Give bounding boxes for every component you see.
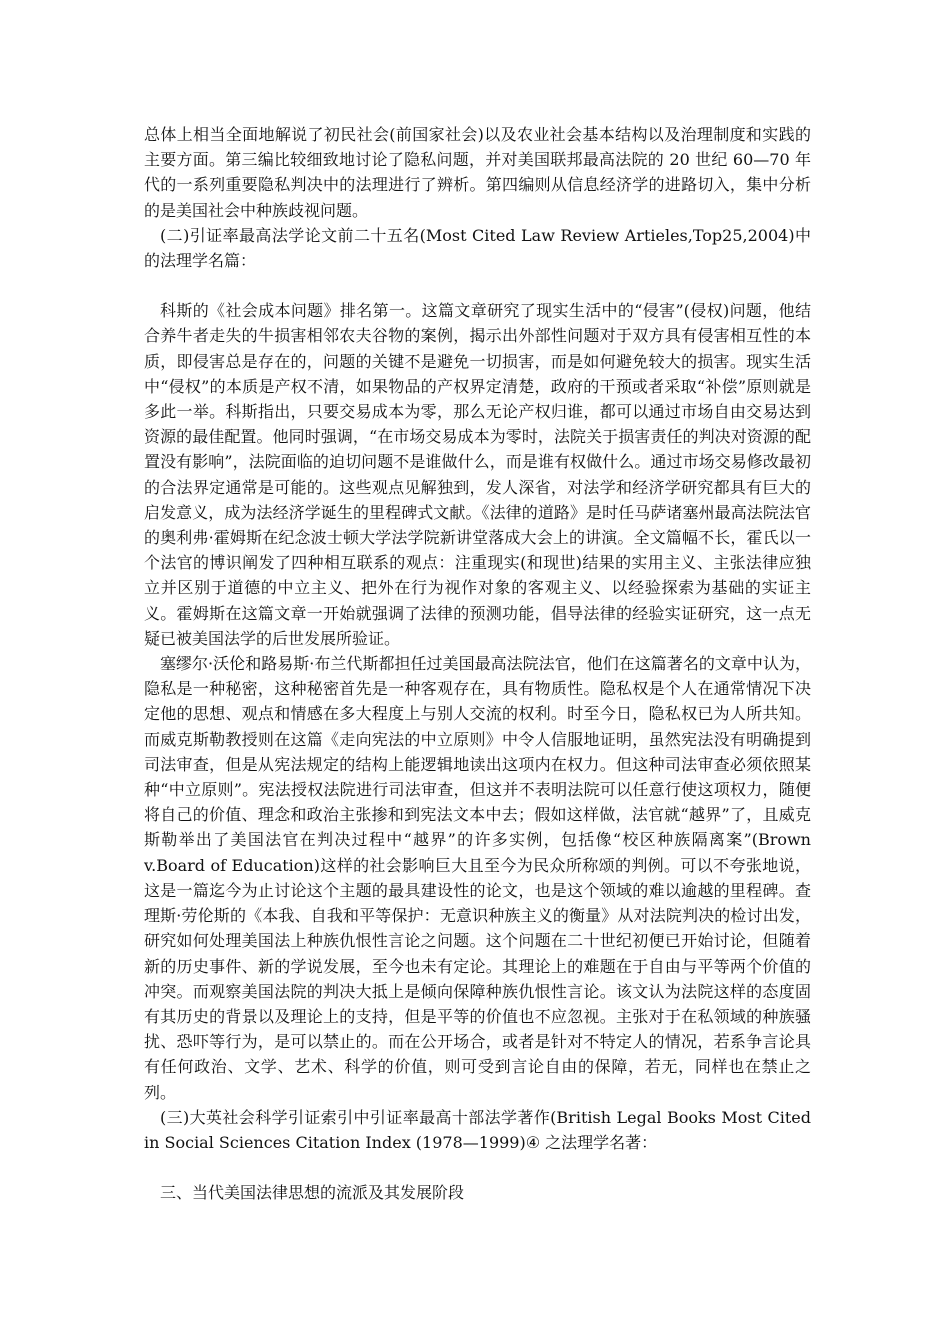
paragraph-coase-holmes: 科斯的《社会成本问题》排名第一。这篇文章研究了现实生活中的“侵害”(侵权)问题，他结合养牛者走失的牛损害相邻农夫谷物的案例，揭示出外部性问题对于双方具有侵害相互性的本质，即侵害总是存在的，问题的关键不是避免一切损害，而是如何避免较大的损害。现实生活中“侵权”的本质是产权不清，如果物品的产权界定清楚，政府的干预或者采取“补偿”原则就是多此一举。科斯指出，只要交易成本为零，那么无论产权归谁，都可以通过市场自由交易达到资源的最佳配置。他同时强调，“在市场交易成本为零时，法院关于损害责任的判决对资源的配置没有影响”，法院面临的迫切问题不是谁做什么，而是谁有权做什么。通过市场交易修改最初的合法界定通常是可能的。这些观点见解独到，发人深省，对法学和经济学研究都具有巨大的启发意义，成为法经济学诞生的里程碑式文献。《法律的道路》是时任马萨诸塞州最高法院法官的奥利弗·霍姆斯在纪念波士顿大学法学院新讲堂落成大会上的讲演。全文篇幅不长，霍氏以一个法官的博识阐发了四种相互联系的观点：注重现实(和现世)结果的实用主义、主张法律应独立并区别于道德的中立主义、把外在行为视作对象的客观主义、以经验探索为基础的实证主义。霍姆斯在这篇文章一开始就强调了法律的预测功能，倡导法律的经验实证研究，这一点无疑已被美国法学的后世发展所验证。 [144,301,811,648]
section-heading-most-cited-articles: (二)引证率最高法学论文前二十五名(Most Cited Law Review Artieles,Top25,2004)中的法理学名篇： [144,225,811,271]
paragraph-privacy-wechsler-lawrence: 塞缪尔·沃伦和路易斯·布兰代斯都担任过美国最高法院法官，他们在这篇著名的文章中认为，隐私是一种秘密，这种秘密首先是一种客观存在，具有物质性。隐私权是个人在通常情况下决定他的思想、观点和情感在多大程度上与别人交流的权利。时至今日，隐私权已为人所共知。而威克斯勒教授则在这篇《走向宪法的中立原则》中令人信服地证明，虽然宪法没有明确提到司法审查，但是从宪法规定的结构上能逻辑地读出这项内在权力。但这种司法审查必须依照某种“中立原则”。宪法授权法院进行司法审查，但这并不表明法院可以任意行使这项权力，随便将自己的价值、理念和政治主张掺和到宪法文本中去；假如这样做，法官就“越界”了，且威克斯勒举出了美国法官在判决过程中“越界”的许多实例，包括像“校区种族隔离案”(Brown v.Board of Education)这样的社会影响巨大且至今为民众所称颂的判例。可以不夸张地说，这是一篇迄今为止讨论这个主题的最具建设性的论文，也是这个领域的难以逾越的里程碑。查理斯·劳伦斯的《本我、自我和平等保护：无意识种族主义的衡量》从对法院判决的检讨出发，研究如何处理美国法上种族仇恨性言论之问题。这个问题在二十世纪初便已开始讨论，但随着新的历史事件、新的学说发展，至今也未有定论。其理论上的难题在于自由与平等两个价值的冲突。而观察美国法院的判决大抵上是倾向保障种族仇恨性言论。该文认为法院这样的态度固有其历史的背景以及理论上的支持，但是平等的价值也不应忽视。主张对于在私领域的种族骚扰、恐吓等行为，是可以禁止的。而在公开场合，或者是针对不特定人的情况，若系争言论具有任何政治、文学、艺术、科学的价值，则可受到言论自由的保障，若无，同样也在禁止之列。 [144,654,811,1102]
blank-line [144,273,811,298]
document-page [144,122,811,1205]
section-heading-british-legal-books: (三)大英社会科学引证索引中引证率最高十部法学著作(British Legal Books Most Cited in Social Sciences Citation Index (1978—1999)④ 之法理学名著： [144,1107,811,1152]
blank-line [144,1155,811,1180]
paragraph-intro: 总体上相当全面地解说了初民社会(前国家社会)以及农业社会基本结构以及治理制度和实践的主要方面。第三编比较细致地讨论了隐私问题，并对美国联邦最高法院的 20 世纪 60—70 年代的一系列重要隐私判决中的法理进行了辨析。第四编则从信息经济学的进路切入，集中分析的是美国社会中种族歧视问题。 [144,125,811,220]
section-heading-schools-of-thought: 三、当代美国法律思想的流派及其发展阶段 [160,1183,465,1203]
